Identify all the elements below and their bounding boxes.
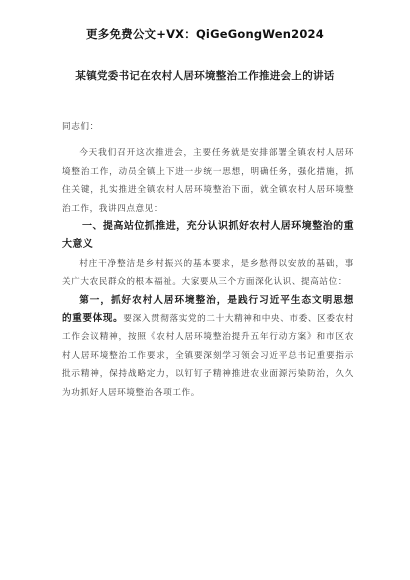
section1-paragraph: 村庄干净整洁是乡村振兴的基本要求，是乡愁得以安放的基础，事关广大农民群众的根本福祉。大家要从三个方面深化认识、提高站位： [62, 258, 354, 288]
section-heading-1: 一、提高站位抓推进，充分认识抓好农村人居环境整治的重大意义 [62, 221, 354, 251]
point1-text: 要深入贯彻落实党的二十大精神和中央、市委、区委农村工作会议精神，按照《农村人居环境整治提升五年行动方案》和市区农村人居环境整治工作要求，全镇要深刻学习领会习近平总书记重要指示批示精神，保持战略定力，以钉钉子精神推进农业面源污染防治，久久为功抓好人居环境整治各项工作。 [62, 314, 354, 398]
intro-paragraph: 今天我们召开这次推进会，主要任务就是安排部署全镇农村人居环境整治工作，动员全镇上下进一步统一思想，明确任务，强化措施，抓住关键，扎实推进全镇农村人居环境整治下面，就全镇农村人居环境整治工作，我讲四点意见： [62, 148, 354, 214]
promo-header: 更多免费公文+VX：QiGeGongWen2024 [86, 27, 324, 41]
greeting: 同志们： [62, 122, 99, 132]
document-body [62, 118, 354, 402]
point1-lead: 第一，抓好农村人居环境整治，是践行习近平生态文明思想的重要体现。 [62, 294, 354, 325]
point1-paragraph [62, 292, 354, 402]
document-title: 某镇党委书记在农村人居环境整治工作推进会上的讲话 [75, 70, 335, 82]
